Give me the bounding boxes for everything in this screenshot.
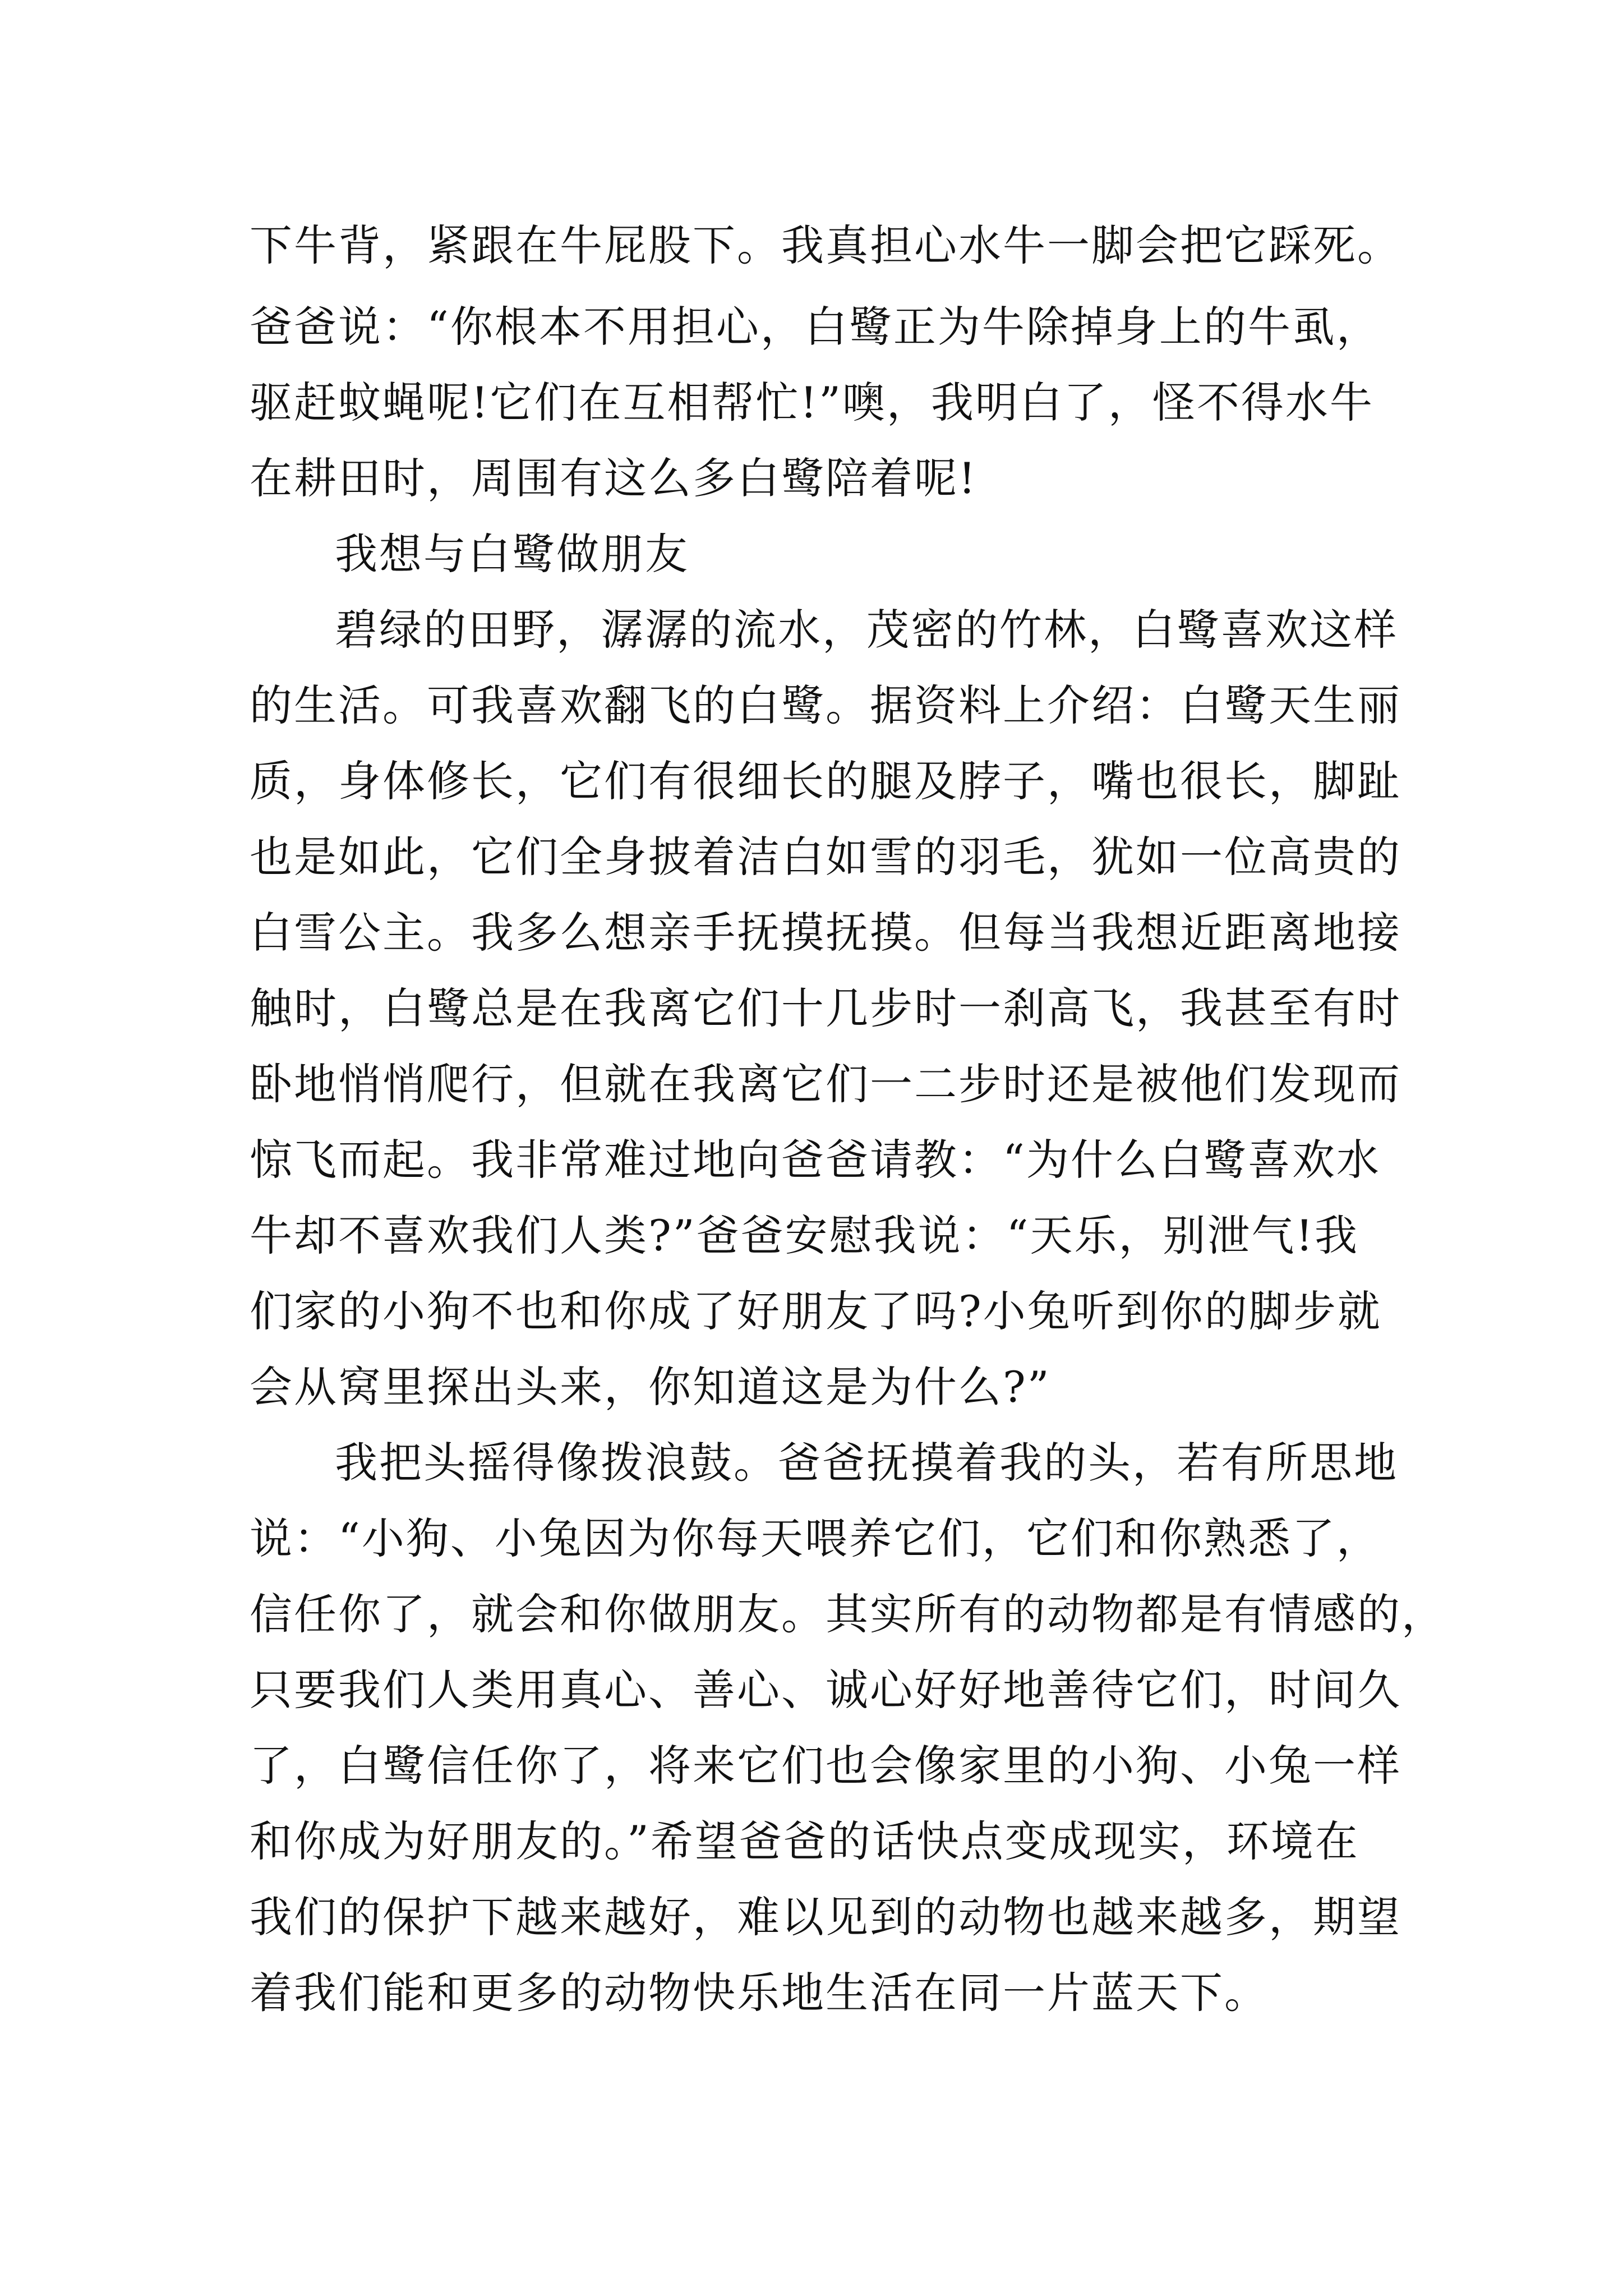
text-line: 在耕田时，周围有这么多白鹭陪着呢! xyxy=(250,453,978,503)
text-line: 下牛背，紧跟在牛屁股下。我真担心水牛一脚会把它踩死。 xyxy=(250,220,1401,270)
text-line: 只要我们人类用真心、善心、诚心好好地善待它们，时间久 xyxy=(250,1665,1401,1715)
text-line: 们家的小狗不也和你成了好朋友了吗?小兔听到你的脚步就 xyxy=(250,1286,1382,1336)
text-line: 质，身体修长，它们有很细长的腿及脖子，嘴也很长，脚趾 xyxy=(250,756,1401,806)
text-line: 我把头摇得像拨浪鼓。爸爸抚摸着我的头，若有所思地 xyxy=(335,1438,1398,1488)
text-line: 着我们能和更多的动物快乐地生活在同一片蓝天下。 xyxy=(250,1968,1269,2018)
text-line: 驱赶蚊蝇呢!它们在互相帮忙!”噢，我明白了，怪不得水牛 xyxy=(250,378,1374,427)
text-line: 也是如此，它们全身披着洁白如雪的羽毛，犹如一位高贵的 xyxy=(250,832,1401,882)
text-line: 说：“小狗、小兔因为你每天喂养它们，它们和你熟悉了， xyxy=(250,1513,1381,1563)
text-line: 和你成为好朋友的。”希望爸爸的话快点变成现实，环境在 xyxy=(250,1816,1359,1866)
text-line: 信任你了，就会和你做朋友。其实所有的动物都是有情感的， xyxy=(250,1589,1446,1639)
text-line: 牛却不喜欢我们人类?”爸爸安慰我说：“天乐，别泄气!我 xyxy=(250,1211,1359,1260)
text-line: 会从窝里探出头来，你知道这是为什么?” xyxy=(250,1362,1051,1412)
text-line: 触时，白鹭总是在我离它们十几步时一刹高飞，我甚至有时 xyxy=(250,983,1401,1033)
section-heading: 我想与白鹭做朋友 xyxy=(335,529,689,579)
text-line: 卧地悄悄爬行，但就在我离它们一二步时还是被他们发现而 xyxy=(250,1059,1401,1109)
text-line: 惊飞而起。我非常难过地向爸爸请教：“为什么白鹭喜欢水 xyxy=(250,1135,1381,1185)
text-line: 爸爸说：“你根本不用担心，白鹭正为牛除掉身上的牛虱， xyxy=(250,302,1381,352)
text-line: 碧绿的田野，潺潺的流水，茂密的竹林，白鹭喜欢这样 xyxy=(335,605,1398,655)
text-line: 我们的保护下越来越好，难以见到的动物也越来越多，期望 xyxy=(250,1892,1401,1942)
text-line: 的生活。可我喜欢翻飞的白鹭。据资料上介绍：白鹭天生丽 xyxy=(250,680,1401,730)
text-line: 了，白鹭信任你了，将来它们也会像家里的小狗、小兔一样 xyxy=(250,1741,1401,1791)
text-line: 白雪公主。我多么想亲手抚摸抚摸。但每当我想近距离地接 xyxy=(250,908,1401,958)
